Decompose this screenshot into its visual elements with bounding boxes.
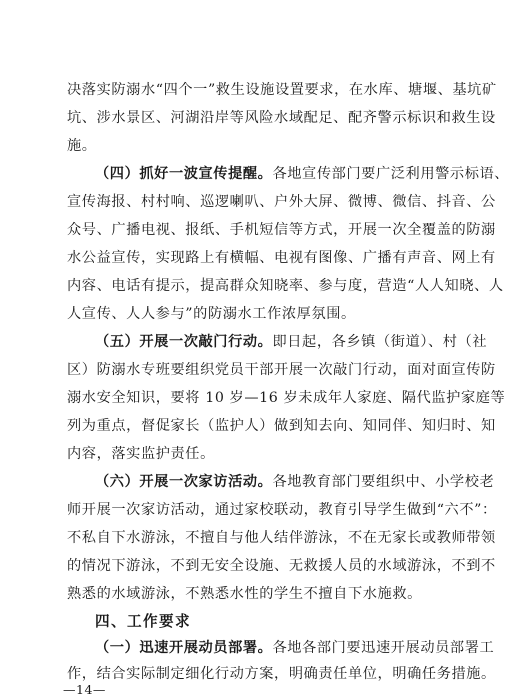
paragraph-line: 施。	[67, 138, 97, 154]
paragraph-text: 各地宣传部门要广泛利用警示标语、	[272, 166, 510, 182]
paragraph-first-line	[95, 472, 495, 492]
paragraph-line: 坑、涉水景区、河湖沿岸等风险水域配足、配齐警示标识和救生设	[67, 110, 496, 126]
paragraph-line: 决落实防溺水“四个一”救生设施设置要求，在水库、塘堰、基坑矿	[67, 82, 497, 98]
paragraph-line: 作，结合实际制定细化行动方案，明确责任单位，明确任务措施。	[67, 666, 496, 682]
paragraph-first-line	[95, 332, 488, 352]
paragraph-first-line	[95, 638, 495, 658]
paragraph-label: （一）迅速开展动员部署。	[95, 640, 273, 656]
paragraph-line: 不私自下水游泳，不擅自与他人结伴游泳，不在无家长或教师带领	[67, 530, 496, 546]
paragraph-line: 人宣传、人人参与”的防溺水工作浓厚氛围。	[67, 306, 356, 322]
paragraph-line: 众号、广播电视、报纸、手机短信等方式，开展一次全覆盖的防溺	[67, 222, 496, 238]
paragraph-label: （五）开展一次敲门行动。	[95, 334, 273, 350]
paragraph-text: 各地教育部门要组织中、小学校老	[272, 474, 495, 490]
paragraph-line: 溺水安全知识，要将 10 岁—16 岁未成年人家庭、隔代监护家庭等	[67, 390, 506, 406]
paragraph-line: 的情况下游泳，不到无安全设施、无救援人员的水域游泳，不到不	[67, 558, 496, 574]
paragraph-line: 区）防溺水专班要组织党员干部开展一次敲门行动，面对面宣传防	[67, 362, 496, 378]
section-heading: 四、工作要求	[95, 613, 191, 630]
paragraph-line: 内容，落实监护责任。	[67, 446, 215, 462]
paragraph-label: （四）抓好一波宣传提醒。	[95, 166, 273, 182]
page-number: —14—	[63, 682, 106, 697]
paragraph-line: 列为重点，督促家长（监护人）做到知去向、知同伴、知归时、知	[67, 418, 496, 434]
paragraph-text: 即日起，各乡镇（街道）、村（社	[272, 334, 488, 350]
paragraph-label: （六）开展一次家访活动。	[95, 474, 273, 490]
paragraph-line: 师开展一次家访活动，通过家校联动，教育引导学生做到“六不”：	[67, 502, 497, 518]
paragraph-line: 宣传海报、村村响、巡逻喇叭、户外大屏、微博、微信、抖音、公	[67, 194, 496, 210]
paragraph-line: 熟悉的水域游泳，不熟悉水性的学生不擅自下水施救。	[67, 586, 422, 602]
paragraph-line: 水公益宣传，实现路上有横幅、电视有图像、广播有声音、网上有	[67, 250, 496, 266]
paragraph-first-line	[95, 164, 510, 184]
paragraph-line: 内容、电话有提示，提高群众知晓率、参与度，营造“人人知晓、人	[67, 278, 504, 294]
paragraph-text: 各地各部门要迅速开展动员部署工	[272, 640, 495, 656]
